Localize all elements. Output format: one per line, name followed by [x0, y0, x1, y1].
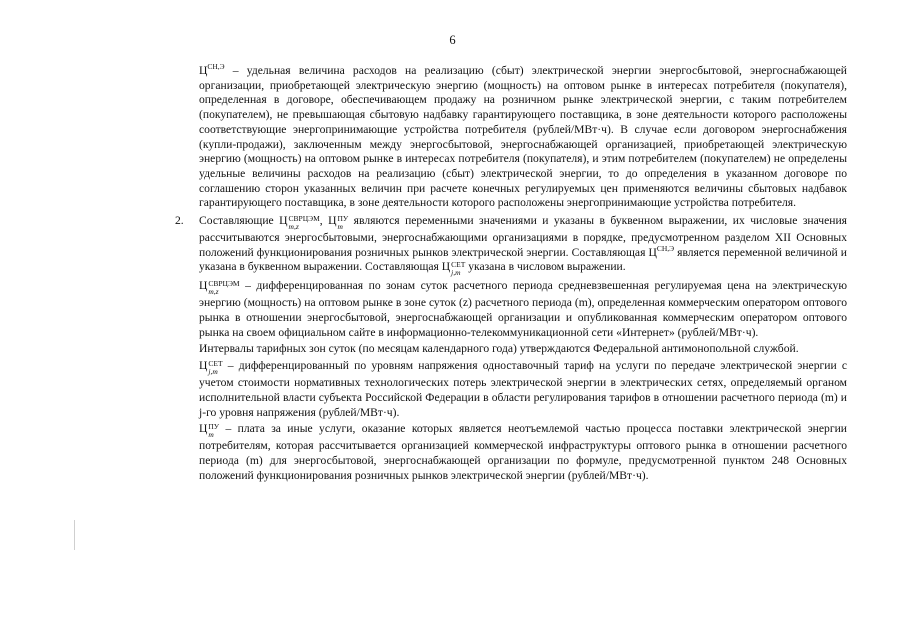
symbol-c-set-jm: Ц СЕТ j,m	[441, 260, 466, 278]
page-number: 6	[449, 33, 456, 47]
symbol-c-svrcem-mz-def: Ц СВРЦЭМ m,z	[199, 279, 240, 297]
symbol-c-sn-e: $Ц^{СН,Э}$	[199, 62, 225, 77]
symbol-c-pu-m-def: Ц ПУ m	[199, 422, 220, 440]
paragraph-svrcem-definition: Ц СВРЦЭМ m,z – дифференцированная по зонам суток расчетного периода средневзвешенная регулируемая цена на электрическую энергию (мощность) на оптовом рынке в зоне суток (z) расчетного периода (m), определенная коммерческим оператором оптового рынка в отношении энергосбытовой, энергоснабжающей организации и опубликованная коммерческим оператором оптового рынка на своем официальном сайте в информационно-телекоммуникационной сети «Интернет» (рублей/МВт·ч).	[199, 279, 847, 339]
paragraph-tariff-zones: Интервалы тарифных зон суток (по месяцам календарного года) утверждаются Федеральной антимонопольной службой.	[199, 341, 799, 355]
symbol-c-pu-m: Ц ПУ m	[328, 214, 349, 232]
list-item-2: 2. Составляющие Ц СВРЦЭМ m,z , Ц ПУ m являются переменными значениями и указаны в буквенном выражении, их числовые значения рассчитываются энергосбытовыми, энергоснабжающими организациями в порядке, предусмотренном разделом XII Основных положений функционирования розничных рынков электрической энергии. Составляющая $Ц^{СН,Э}$ является переменной величиной и указана в буквенном выражении. Составляющая Ц СЕТ j,m указана в числовом выражении.	[175, 214, 848, 278]
symbol-c-set-jm-def: Ц СЕТ j,m	[199, 359, 223, 377]
list-marker: 2.	[175, 214, 184, 228]
symbol-c-sn-e-inline: $Ц^{СН,Э}$	[648, 243, 675, 259]
paragraph-set-definition: Ц СЕТ j,m – дифференцированный по уровням напряжения одноставочный тариф на услуги по передаче электрической энергии с учетом стоимости нормативных технологических потерь электрической энергии в электрических сетях, определяемый органом исполнительной власти субъекта Российской Федерации в области регулирования тарифов в отношении расчетного периода (m) и j-го уровня напряжения (рублей/МВт·ч).	[199, 359, 847, 419]
document-body	[175, 62, 848, 483]
symbol-c-svrcem-mz: Ц СВРЦЭМ m,z	[279, 214, 320, 232]
paragraph-pu-definition: Ц ПУ m – плата за иные услуги, оказание которых является неотъемлемой частью процесса поставки электрической энергии потребителям, которая рассчитывается организацией коммерческой инфраструктуры оптового рынка в отношении расчетного периода (m) для энергосбытовой, энергоснабжающей организации по формуле, предусмотренной пунктом 248 Основных положений функционирования розничных рынков электрической энергии (рублей/МВт·ч).	[199, 422, 847, 482]
scan-margin-mark	[74, 520, 75, 550]
paragraph-sbyt-definition: $Ц^{СН,Э}$ – удельная величина расходов на реализацию (сбыт) электрической энергии энергосбытовой, энергоснабжающей организации, приобретающей электрическую энергию (мощность) на оптовом рынке в интересах потребителя (покупателя), определенная в договоре, обеспечивающем продажу на розничном рынке электрической энергии, с таким потребителем (покупателем), не превышающая сбытовую надбавку гарантирующего поставщика, в зоне деятельности которого расположены соответствующие энергопринимающие устройства потребителя (рублей/МВт·ч). В случае если договором энергоснабжения (купли-продажи), заключенным между энергосбытовой, энергоснабжающей организацией, приобретающей электрическую энергию (мощность) на оптовом рынке в интересах потребителя (покупателя), и этим потребителем (покупателем) не определены удельные величины расходов на реализацию (сбыт) электрической энергии, то до определения в указанном договоре по соглашению сторон указанных величин при расчете конечных регулируемых цен применяются величины сбытовых надбавок гарантирующего поставщика, в зоне деятельности которого расположены энергопринимающие устройства потребителя.	[199, 62, 847, 210]
